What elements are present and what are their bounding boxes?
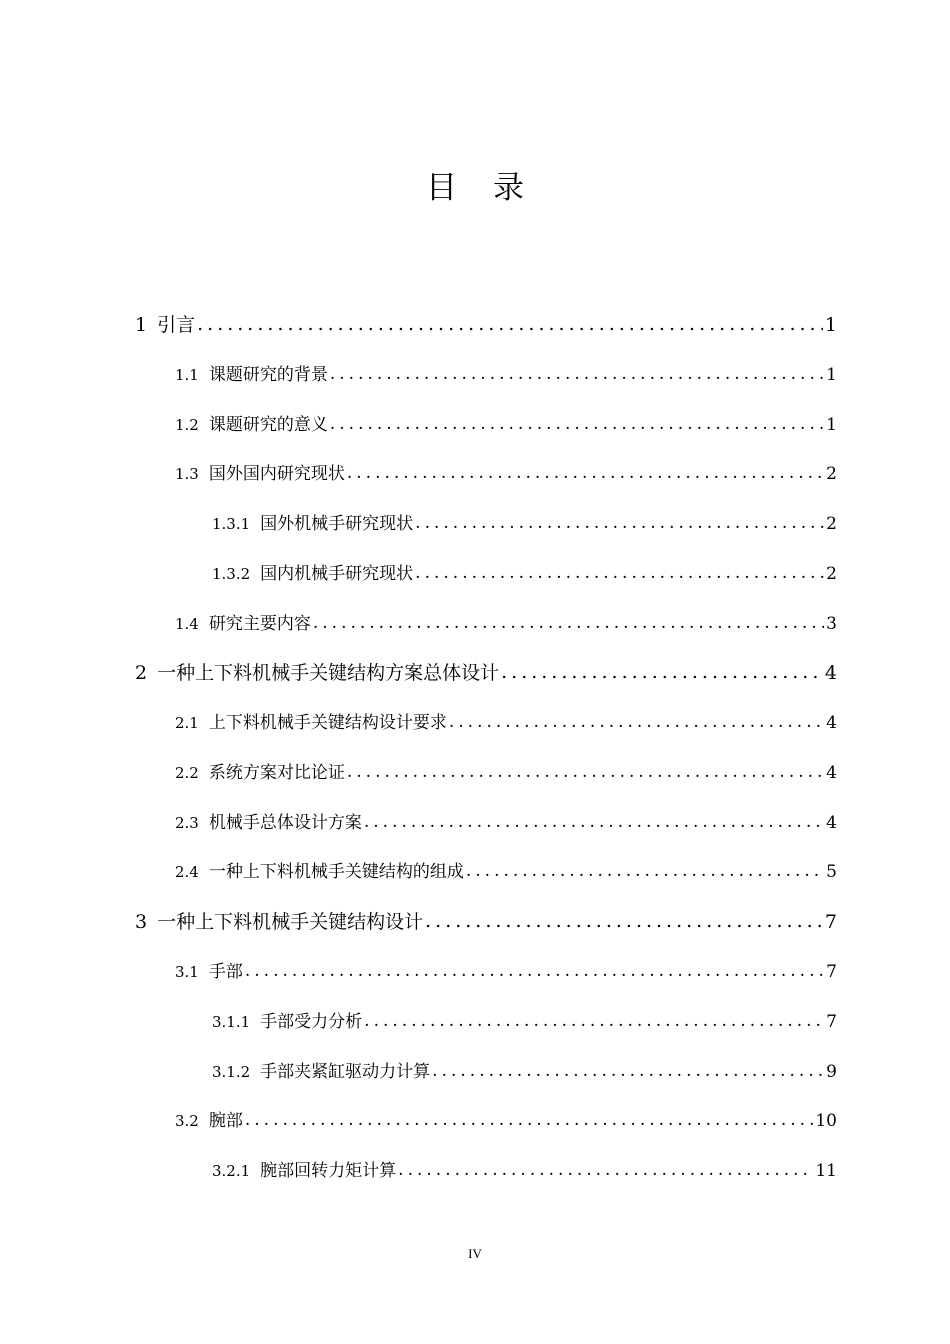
toc-entry-number: 1.3.2 [212, 565, 251, 583]
toc-entry-number: 2.4 [175, 863, 199, 881]
toc-entry-number: 3.1.1 [212, 1013, 251, 1031]
toc-entry[interactable] [135, 907, 837, 937]
toc-entry[interactable] [175, 609, 837, 639]
toc-entry-page: 2 [826, 564, 837, 584]
toc-entry-number: 2.3 [175, 814, 199, 832]
toc-dot-leader [245, 956, 824, 986]
toc-entry-number: 3.2 [175, 1112, 199, 1130]
toc-entry[interactable] [175, 857, 837, 887]
toc-entry-number: 1 [135, 314, 148, 336]
toc-dot-leader [364, 1006, 824, 1036]
toc-entry[interactable] [175, 808, 837, 838]
toc-entry-number: 3.1 [175, 963, 199, 981]
toc-entry-label: 研究主要内容 [208, 614, 311, 634]
toc-entry-number: 1.2 [175, 416, 199, 434]
toc-entry-label: 手部夹紧缸驱动力计算 [260, 1062, 431, 1082]
toc-entry-page: 4 [824, 662, 837, 684]
toc-dot-leader [347, 458, 824, 488]
toc-entry-page: 3 [826, 614, 837, 634]
toc-entry[interactable] [175, 360, 837, 390]
toc-entry-page: 11 [815, 1161, 837, 1181]
toc-dot-leader [330, 409, 824, 439]
toc-entry-page: 9 [826, 1062, 837, 1082]
toc-entry-page: 7 [826, 962, 837, 982]
toc-entry[interactable] [212, 559, 837, 589]
toc-entry-page: 2 [826, 514, 837, 534]
toc-dot-leader [449, 707, 824, 737]
toc-entry-label: 一种上下料机械手关键结构设计 [157, 911, 424, 933]
toc-entry-label: 手部受力分析 [260, 1012, 363, 1032]
toc-entry-label: 国外机械手研究现状 [260, 514, 414, 534]
toc-entry-number: 1.1 [175, 366, 199, 384]
toc-dot-leader [330, 359, 824, 389]
toc-entry[interactable] [175, 459, 837, 489]
toc-dot-leader [425, 906, 823, 936]
toc-entry[interactable] [212, 1007, 837, 1037]
toc-dot-leader [415, 508, 824, 538]
toc-entry-number: 1.4 [175, 615, 199, 633]
toc-entry-page: 4 [826, 763, 837, 783]
toc-entry-page: 10 [815, 1111, 837, 1131]
toc-dot-leader [313, 608, 824, 638]
toc-dot-leader [501, 657, 823, 687]
toc-entry[interactable] [135, 658, 837, 688]
toc-entry-label: 国内机械手研究现状 [260, 564, 414, 584]
toc-dot-leader [466, 856, 824, 886]
toc-entry-label: 手部 [208, 962, 243, 982]
toc-entry-label: 上下料机械手关键结构设计要求 [208, 713, 447, 733]
toc-entry-page: 4 [826, 813, 837, 833]
toc-entry-number: 2 [135, 662, 148, 684]
page-number: IV [468, 1246, 482, 1261]
toc-entry-label: 一种上下料机械手关键结构的组成 [208, 862, 464, 882]
toc-dot-leader [432, 1056, 824, 1086]
toc-entry-label: 课题研究的意义 [208, 415, 328, 435]
toc-entry-page: 1 [826, 365, 837, 385]
toc-entry[interactable] [212, 1156, 837, 1186]
toc-entry-label: 腕部 [208, 1111, 243, 1131]
toc-dot-leader [245, 1105, 814, 1135]
toc-entry-number: 1.3 [175, 465, 199, 483]
toc-dot-leader [398, 1155, 813, 1185]
toc-entry-label: 腕部回转力矩计算 [260, 1161, 397, 1181]
toc-entry[interactable] [135, 310, 837, 340]
toc-entry[interactable] [175, 708, 837, 738]
toc-entry-label: 系统方案对比论证 [208, 763, 345, 783]
toc-entry-number: 2.2 [175, 764, 199, 782]
toc-entry-number: 3.2.1 [212, 1162, 251, 1180]
toc-entry-number: 2.1 [175, 714, 199, 732]
toc-entry[interactable] [175, 957, 837, 987]
toc-entry-page: 7 [824, 911, 837, 933]
toc-entry[interactable] [175, 758, 837, 788]
toc-entry-label: 一种上下料机械手关键结构方案总体设计 [157, 662, 500, 684]
toc-entry[interactable] [212, 509, 837, 539]
toc-entry-number: 3.1.2 [212, 1063, 251, 1081]
toc-entry[interactable] [175, 1106, 837, 1136]
toc-entry-page: 5 [826, 862, 837, 882]
toc-entry-page: 7 [826, 1012, 837, 1032]
toc-entry[interactable] [212, 1057, 837, 1087]
toc-entry[interactable] [175, 410, 837, 440]
toc-entry-number: 3 [135, 911, 148, 933]
toc-entry-label: 机械手总体设计方案 [208, 813, 362, 833]
toc-entry-number: 1.3.1 [212, 515, 251, 533]
toc-entry-page: 1 [824, 314, 837, 336]
toc-entry-label: 课题研究的背景 [208, 365, 328, 385]
toc-dot-leader [415, 558, 824, 588]
toc-dot-leader [364, 807, 824, 837]
toc-entry-page: 1 [826, 415, 837, 435]
toc-dot-leader [197, 309, 823, 339]
toc-entry-label: 国外国内研究现状 [208, 464, 345, 484]
toc-entry-label: 引言 [157, 314, 196, 336]
toc-dot-leader [347, 757, 824, 787]
page-title: 目录 [426, 170, 560, 206]
toc-entry-page: 2 [826, 464, 837, 484]
toc-entry-page: 4 [826, 713, 837, 733]
